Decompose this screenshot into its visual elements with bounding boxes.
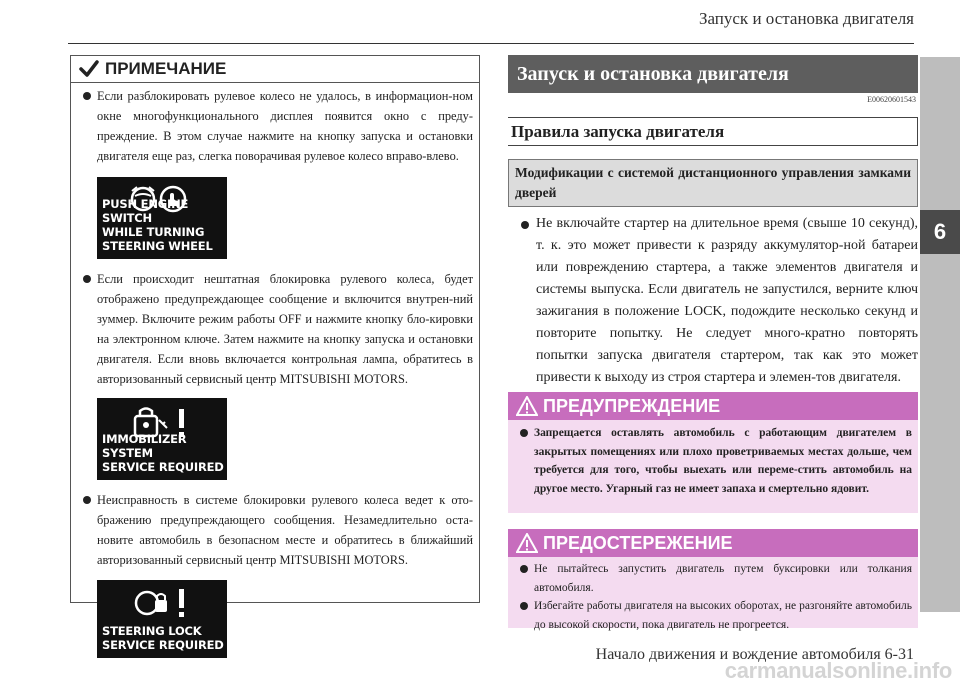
warning-header xyxy=(508,392,918,420)
warning-title: ПРЕДУПРЕЖДЕНИЕ xyxy=(543,395,721,416)
caution-bullet: Не пытайтесь запустить двигатель путем буксировки или толкания автомобиля. xyxy=(508,560,918,597)
section-title-bar: Запуск и остановка двигателя xyxy=(508,55,918,93)
caution-box xyxy=(508,529,918,631)
warning-triangle-icon xyxy=(516,396,538,416)
subsection-title: Правила запуска двигателя xyxy=(508,117,918,146)
warning-box xyxy=(508,392,918,513)
caution-bullet: Избегайте работы двигателя на высоких оборотах, не разгоняйте автомобиль до высокой скорости, пока двигатель не прогреется. xyxy=(508,597,918,634)
note-bullet: Неисправность в системе блокировки рулевого колеса ведет к ото-бражению предупреждающего сообщения. Незамедлительно оста-новите автомобиль в безопасном месте и обратитесь в ближайший авторизованный сервисный центр MITSUBISHI MOTORS. xyxy=(71,490,479,570)
checkmark-icon xyxy=(79,60,99,78)
watermark: carmanualsonline.info xyxy=(724,658,952,683)
display-immobilizer xyxy=(97,398,227,480)
note-header xyxy=(71,56,479,83)
caution-header xyxy=(508,529,918,557)
display-text: IMMOBILIZER SYSTEM SERVICE REQUIRED xyxy=(102,432,224,474)
main-bullet: Не включайте стартер на длительное время (свыше 10 секунд), т. к. это может привести к разряду аккумулятор-ной батареи или повреждению стартера, а также элементов двигателя и системы выпуска. Если двигатель не запустился, верните ключ зажигания в положение LOCK, подождите несколько секунд и повторите попытку. Не следует много-кратно повторять попытки запуска двигателя стартером, так как это может привести к выходу из строя стартера и элемен-тов двигателя. xyxy=(510,213,918,389)
caution-triangle-icon xyxy=(516,533,538,553)
section-code: E00620601543 xyxy=(867,95,916,104)
display-text: PUSH ENGINE SWITCH WHILE TURNING STEERING WHEEL xyxy=(102,197,213,253)
note-bullet: Если разблокировать рулевое колесо не удалось, в информацион-ном окне многофункционального дисплея появится окно с преду-преждение. В этом случае нажмите на кнопку запуска и остановки двигателя еще раз, слегка поворачивая рулевое колесо вправо-влево. xyxy=(71,86,479,166)
display-push-engine-switch xyxy=(97,177,227,259)
note-box xyxy=(70,55,480,652)
page-footer: Начало движения и вождение автомобиля 6-31 xyxy=(595,646,914,663)
model-note: Модификации с системой дистанционного управления замками дверей xyxy=(508,159,918,207)
steering-lock-warning-icon xyxy=(133,586,193,620)
display-steering-lock xyxy=(97,580,227,658)
chapter-side-tab xyxy=(920,57,960,612)
note-title: ПРИМЕЧАНИЕ xyxy=(105,59,227,78)
main-text xyxy=(510,213,918,389)
caution-title: ПРЕДОСТЕРЕЖЕНИЕ xyxy=(543,532,733,553)
note-bullet: Если происходит нештатная блокировка рулевого колеса, будет отображено предупреждающее сообщение и включится внутрен-ний зуммер. Включите режим работы OFF и нажмите кнопку бло-кировки на электронном ключе. Затем нажмите на кнопку запуска и остановки двигателя. Если вновь включается контрольная лампа, обратитесь в авторизованный сервисный центр MITSUBISHI MOTORS. xyxy=(71,269,479,389)
header-rule xyxy=(68,43,914,44)
page-header-title: Запуск и остановка двигателя xyxy=(698,9,914,28)
warning-bullet: Запрещается оставлять автомобиль с работающим двигателем в закрытых помещениях или плохо проветриваемых местах дольше, чем требуется для того, чтобы выехать или переме-стить автомобиль на другое место. Угарный газ не имеет запаха и смертельно ядовит. xyxy=(508,424,918,498)
display-text: STEERING LOCK SERVICE REQUIRED xyxy=(102,624,224,652)
chapter-number: 6 xyxy=(920,210,960,254)
